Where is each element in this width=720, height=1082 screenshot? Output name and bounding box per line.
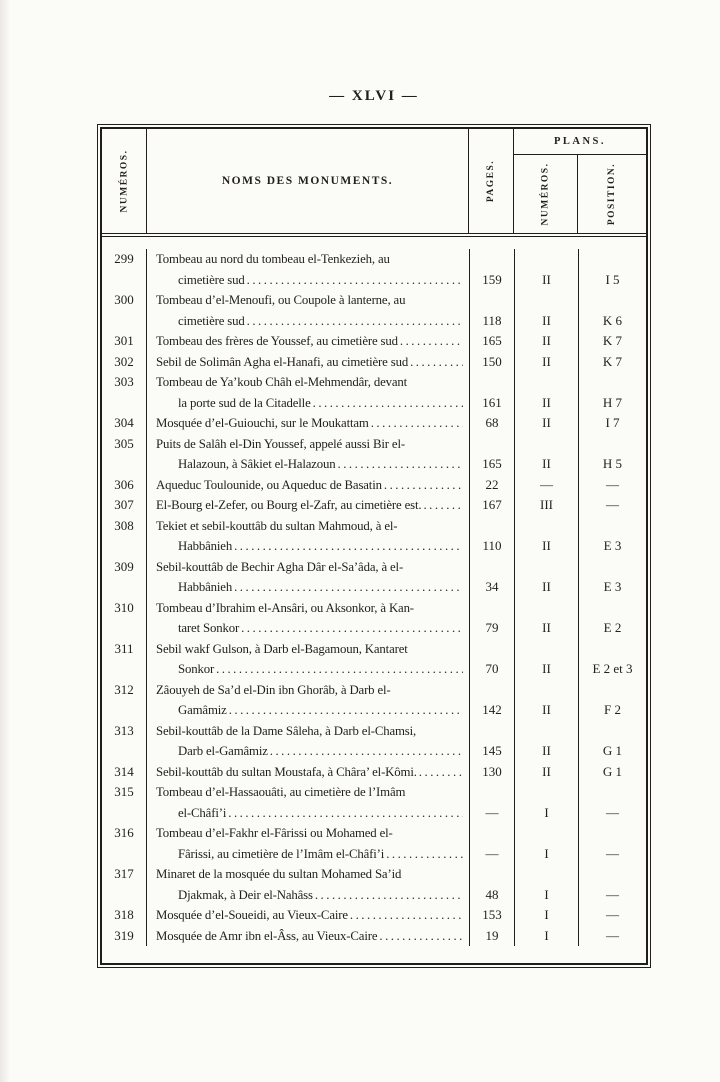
monument-name-text: Djakmak, à Deir el-Nahâss xyxy=(178,887,313,902)
header-pages-label: PAGES. xyxy=(486,159,496,203)
row-number: 307 xyxy=(102,495,147,516)
monument-name xyxy=(147,782,470,823)
monument-name-line xyxy=(156,782,463,803)
dot-leader xyxy=(419,762,463,783)
header-noms-label: NOMS DES MONUMENTS. xyxy=(221,175,394,187)
monument-name xyxy=(147,516,470,557)
monument-name-text: Minaret de la mosquée du sultan Mohamed Sa’id xyxy=(156,867,402,881)
plan-position: K 6 xyxy=(602,312,623,328)
dot-leader xyxy=(400,331,463,352)
row-number: 310 xyxy=(102,598,147,639)
row-number: 314 xyxy=(102,762,147,783)
page-number: 142 xyxy=(470,680,515,721)
monument-name-text: Halazoun, à Sâkiet el-Halazoun xyxy=(178,457,336,471)
monument-name-line xyxy=(156,516,463,537)
row-number: 318 xyxy=(102,905,147,926)
plan-position: H 5 xyxy=(602,456,623,471)
plan-position: — xyxy=(606,804,619,820)
monument-name xyxy=(147,598,470,639)
monument-name xyxy=(147,680,470,721)
monument-name xyxy=(147,495,470,516)
monument-name xyxy=(147,823,470,864)
monument-name-text: Tombeau d’el-Menoufi, ou Coupole à lanterne, au xyxy=(156,293,406,307)
plan-number: II xyxy=(515,434,579,475)
plan-number: II xyxy=(515,516,579,557)
plan-position: K 7 xyxy=(602,353,623,369)
plan-number: I xyxy=(515,782,579,823)
monument-name-line xyxy=(156,844,463,865)
monument-name-line xyxy=(156,557,463,578)
dot-leader xyxy=(386,844,463,865)
table-row xyxy=(102,557,646,598)
page-number: 70 xyxy=(470,639,515,680)
row-number: 313 xyxy=(102,721,147,762)
monument-name-line xyxy=(156,700,463,721)
monument-name xyxy=(147,762,470,783)
monument-name-text: Tombeau de Ya’koub Châh el-Mehmendâr, devant xyxy=(156,375,408,389)
plan-number: II xyxy=(515,557,579,598)
table-row xyxy=(102,721,646,762)
page-number: 130 xyxy=(470,762,515,783)
monument-name-text: Darb el-Gamâmiz xyxy=(178,744,268,758)
plan-position: I 5 xyxy=(605,271,620,287)
dot-leader xyxy=(315,885,463,906)
monument-name xyxy=(147,249,470,290)
table-row xyxy=(102,598,646,639)
monument-name xyxy=(147,413,470,434)
plan-number: II xyxy=(515,290,579,331)
plan-position: — xyxy=(606,907,619,922)
monument-name-line xyxy=(156,823,463,844)
plan-position: — xyxy=(606,845,619,861)
page-number: 159 xyxy=(470,249,515,290)
monument-name xyxy=(147,434,470,475)
monument-name xyxy=(147,864,470,905)
header-plans-position xyxy=(578,155,646,233)
monument-name-line xyxy=(156,618,463,639)
page-number: 19 xyxy=(470,926,515,947)
monument-name-text: Tekiet et sebil-kouttâb du sultan Mahmoud, à el- xyxy=(156,518,398,533)
page-number: 165 xyxy=(470,331,515,352)
dot-leader xyxy=(234,536,463,557)
monument-name-text: Sonkor xyxy=(178,662,215,676)
plan-number: II xyxy=(515,598,579,639)
monument-name-line xyxy=(156,803,463,824)
row-number: 317 xyxy=(102,864,147,905)
monument-name-line xyxy=(156,434,463,455)
table-row xyxy=(102,782,646,823)
plan-number: II xyxy=(515,639,579,680)
table-row xyxy=(102,516,646,557)
monument-name-line xyxy=(156,536,463,557)
monument-name xyxy=(147,721,470,762)
dot-leader xyxy=(216,659,463,680)
plan-number: II xyxy=(515,249,579,290)
row-number: 308 xyxy=(102,516,147,557)
monument-name-line xyxy=(156,762,463,783)
monument-name-text: Tombeau des frères de Youssef, au cimetière sud xyxy=(156,334,398,348)
table-row xyxy=(102,434,646,475)
monument-name-text: Sebil-kouttâb de Bechir Agha Dâr el-Sa’âda, à el- xyxy=(156,559,404,574)
table-header xyxy=(102,129,646,237)
monument-name-line xyxy=(156,721,463,742)
plan-position: — xyxy=(606,497,619,512)
monuments-table xyxy=(100,127,648,965)
monument-name xyxy=(147,557,470,598)
dot-leader xyxy=(247,311,463,332)
monument-name-line xyxy=(156,270,463,291)
monument-name-text: Aqueduc Toulounide, ou Aqueduc de Basatin xyxy=(156,477,382,492)
row-number: 306 xyxy=(102,475,147,496)
header-plans-sub xyxy=(514,155,646,233)
monument-name-line xyxy=(156,598,463,619)
row-number: 304 xyxy=(102,413,147,434)
monument-name xyxy=(147,352,470,373)
monument-name-line xyxy=(156,741,463,762)
table-row xyxy=(102,249,646,290)
plan-number: — xyxy=(515,475,579,496)
page-number: — xyxy=(470,782,515,823)
monument-name-line xyxy=(156,495,463,516)
monument-name-text: el-Châfi’i xyxy=(178,805,227,820)
dot-leader xyxy=(270,741,463,762)
header-numeros xyxy=(102,129,147,233)
row-number: 309 xyxy=(102,557,147,598)
monument-name xyxy=(147,475,470,496)
row-number: 300 xyxy=(102,290,147,331)
plan-position: — xyxy=(606,927,619,943)
table-row xyxy=(102,495,646,516)
monument-name xyxy=(147,926,470,947)
monument-name-line xyxy=(156,393,463,414)
monument-name-line xyxy=(156,352,463,373)
table-row xyxy=(102,905,646,926)
monument-name-text: Puits de Salâh el-Din Youssef, appelé aussi Bir el- xyxy=(156,436,405,451)
table-row xyxy=(102,639,646,680)
plan-number: III xyxy=(515,495,579,516)
monument-name-text: Tombeau d’el-Fakhr el-Fârissi ou Mohamed el- xyxy=(156,826,393,840)
monument-name-text: Mosquée d’el-Soueidi, au Vieux-Caire xyxy=(156,908,348,922)
plan-position: F 2 xyxy=(604,702,621,717)
dot-leader xyxy=(313,393,463,414)
page-number: 153 xyxy=(470,905,515,926)
monument-name-text: Fârissi, au cimetière de l’Imâm el-Châfi’i xyxy=(178,846,385,861)
monument-name xyxy=(147,331,470,352)
monument-name-line xyxy=(156,249,463,270)
monument-name-line xyxy=(156,659,463,680)
monument-name-text: Sebil-kouttâb de la Dame Sâleha, à Darb el-Chamsi, xyxy=(156,723,417,738)
monument-name-text: Tombeau d’Ibrahim el-Ansâri, ou Aksonkor, à Kan- xyxy=(156,600,414,615)
page-number: 167 xyxy=(470,495,515,516)
plan-position: G 1 xyxy=(602,763,623,779)
table-row xyxy=(102,926,646,947)
plan-number: I xyxy=(515,864,579,905)
plan-number: II xyxy=(515,352,579,373)
plan-position: H 7 xyxy=(602,394,623,410)
dot-leader xyxy=(410,352,463,373)
table-row xyxy=(102,680,646,721)
row-number: 315 xyxy=(102,782,147,823)
monument-name-text: Mosquée de Amr ibn el-Âss, au Vieux-Caire xyxy=(156,928,378,943)
row-number: 299 xyxy=(102,249,147,290)
table-row xyxy=(102,823,646,864)
header-noms xyxy=(147,129,469,233)
monument-name-text: taret Sonkor xyxy=(178,621,240,635)
plan-number: I xyxy=(515,905,579,926)
monument-name-text: la porte sud de la Citadelle xyxy=(178,395,311,410)
table-row xyxy=(102,331,646,352)
page-number: 110 xyxy=(470,516,515,557)
page-number: 34 xyxy=(470,557,515,598)
dot-leader xyxy=(350,905,463,926)
monument-name-line xyxy=(156,290,463,311)
dot-leader xyxy=(229,700,463,721)
monument-name xyxy=(147,372,470,413)
dot-leader xyxy=(423,495,463,516)
header-plans-numeros-label: NUMÉROS. xyxy=(540,162,551,226)
table-row xyxy=(102,864,646,905)
monument-name-line xyxy=(156,475,463,496)
header-pages xyxy=(469,129,514,233)
table-row xyxy=(102,413,646,434)
page-number: 68 xyxy=(470,413,515,434)
monument-name-text: cimetière sud xyxy=(178,272,245,287)
monument-name-text: Sebil de Solimân Agha el-Hanafi, au cimetière sud xyxy=(156,354,409,369)
monument-name-text: Gamâmiz xyxy=(178,703,227,717)
monument-name xyxy=(147,905,470,926)
row-number: 316 xyxy=(102,823,147,864)
table-body xyxy=(102,237,646,963)
row-number: 303 xyxy=(102,372,147,413)
header-numeros-label: NUMÉROS. xyxy=(119,149,129,213)
header-plans-numeros xyxy=(514,155,578,233)
row-number: 319 xyxy=(102,926,147,947)
plan-position: I 7 xyxy=(605,415,620,430)
monument-name-line xyxy=(156,639,463,660)
monument-name-text: Habbânieh xyxy=(178,580,233,594)
plan-number: II xyxy=(515,331,579,352)
folio: — XLVI — xyxy=(329,88,419,104)
monument-name-line xyxy=(156,905,463,926)
monument-name-text: El-Bourg el-Zefer, ou Bourg el-Zafr, au cimetière est. xyxy=(156,498,422,512)
row-number: 305 xyxy=(102,434,147,475)
plan-position: G 1 xyxy=(602,743,623,758)
plan-number: I xyxy=(515,823,579,864)
monument-name-text: Sebil wakf Gulson, à Darb el-Bagamoun, Kantaret xyxy=(156,641,408,656)
monument-name-line xyxy=(156,885,463,906)
page-number: 145 xyxy=(470,721,515,762)
monument-name-text: Habbânieh xyxy=(178,539,233,553)
row-number: 302 xyxy=(102,352,147,373)
table-row xyxy=(102,290,646,331)
table-row xyxy=(102,475,646,496)
plan-number: II xyxy=(515,680,579,721)
page-number: 161 xyxy=(470,372,515,413)
monument-name-text: Sebil-kouttâb du sultan Moustafa, à Châra’ el-Kômi. xyxy=(156,764,417,779)
monument-name-line xyxy=(156,331,463,352)
row-number: 312 xyxy=(102,680,147,721)
row-number: 311 xyxy=(102,639,147,680)
dot-leader xyxy=(234,577,463,598)
monument-name-line xyxy=(156,926,463,947)
monument-name xyxy=(147,639,470,680)
header-plans-position-label: POSITION. xyxy=(607,162,617,226)
monument-name-text: Tombeau d’el-Hassaouâti, au cimetière de l’Imâm xyxy=(156,785,406,799)
dot-leader xyxy=(371,413,463,434)
plan-number: II xyxy=(515,762,579,783)
monument-name-text: Zâouyeh de Sa’d el-Din ibn Ghorâb, à Darb el- xyxy=(156,682,391,697)
row-number: 301 xyxy=(102,331,147,352)
dot-leader xyxy=(379,926,463,947)
page-number: 165 xyxy=(470,434,515,475)
page-number: 118 xyxy=(470,290,515,331)
plan-position: — xyxy=(606,476,619,492)
monument-name-text: Mosquée d’el-Guiouchi, sur le Moukattam xyxy=(156,416,369,430)
dot-leader xyxy=(241,618,463,639)
table-row xyxy=(102,762,646,783)
plan-number: II xyxy=(515,413,579,434)
dot-leader xyxy=(384,475,463,496)
monument-name-text: Tombeau au nord du tombeau el-Tenkezieh, au xyxy=(156,252,390,266)
plan-position: E 3 xyxy=(603,538,622,553)
monument-name xyxy=(147,290,470,331)
plan-position: K 7 xyxy=(602,333,623,348)
header-plans xyxy=(514,129,646,233)
plan-position: E 2 et 3 xyxy=(592,661,633,676)
plan-number: II xyxy=(515,721,579,762)
plan-position: E 2 xyxy=(603,620,622,635)
page-number: 22 xyxy=(470,475,515,496)
dot-leader xyxy=(247,270,463,291)
monument-name-line xyxy=(156,864,463,885)
plan-number: II xyxy=(515,372,579,413)
page-number: 48 xyxy=(470,864,515,905)
monument-name-line xyxy=(156,454,463,475)
table-row xyxy=(102,372,646,413)
header-plans-title: PLANS. xyxy=(514,129,646,155)
plan-position: E 3 xyxy=(603,579,622,594)
plan-number: I xyxy=(515,926,579,947)
page-number: 79 xyxy=(470,598,515,639)
monument-name-text: cimetière sud xyxy=(178,313,245,328)
monument-name-line xyxy=(156,577,463,598)
dot-leader xyxy=(338,454,463,475)
monument-name-line xyxy=(156,372,463,393)
monument-name-line xyxy=(156,311,463,332)
page-number: — xyxy=(470,823,515,864)
dot-leader xyxy=(228,803,463,824)
table-row xyxy=(102,352,646,373)
monument-name-line xyxy=(156,680,463,701)
page-number: 150 xyxy=(470,352,515,373)
monument-name-line xyxy=(156,413,463,434)
plan-position: — xyxy=(606,886,619,902)
